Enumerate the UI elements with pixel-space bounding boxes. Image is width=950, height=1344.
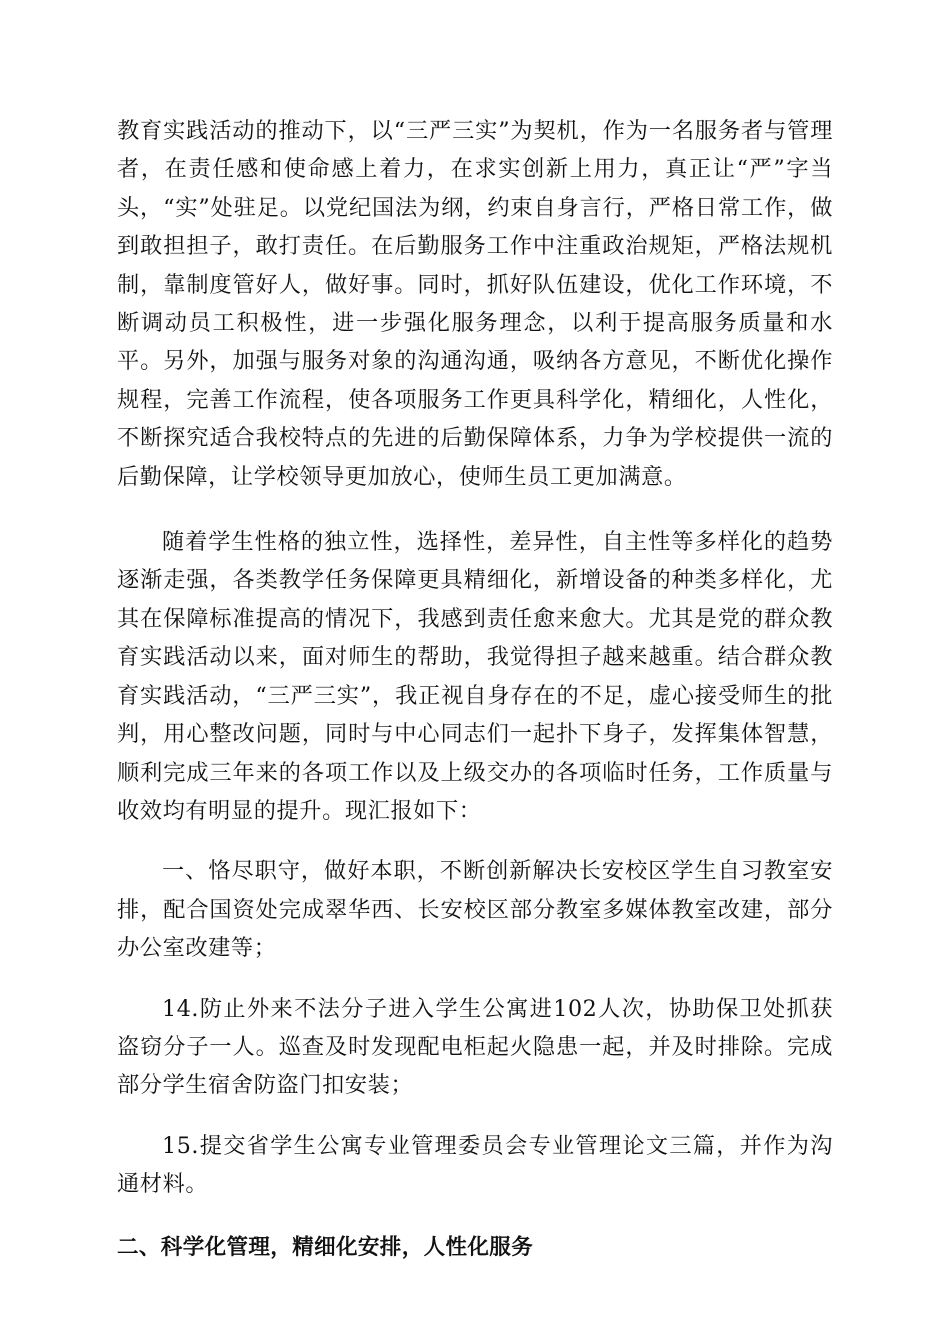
section-heading: 二、科学化管理，精细化安排，人性化服务 bbox=[117, 1234, 534, 1260]
paragraph-item-one: 一、恪尽职守，做好本职，不断创新解决长安校区学生自习教室安排，配合国资处完成翠华西、长安校区部分教室多媒体教室改建，部分办公室改建等； bbox=[117, 858, 833, 962]
paragraph-responsibility: 教育实践活动的推动下，以“三严三实”为契机，作为一名服务者与管理者，在责任感和使命感上着力，在求实创新上用力，真正让“严”字当头，“实”处驻足。以党纪国法为纲，约束自身言行，严格日常工作，做到敢担担子，敢打责任。在后勤服务工作中注重政治规矩，严格法规机制，靠制度管好人，做好事。同时，抓好队伍建设，优化工作环境，不断调动员工积极性，进一步强化服务理念，以利于提高服务质量和水平。另外，加强与服务对象的沟通沟通，吸纳各方意见，不断优化操作规程，完善工作流程，使各项服务工作更具科学化，精细化，人性化，不断探究适合我校特点的先进的后勤保障体系，力争为学校提供一流的后勤保障，让学校领导更加放心，使师生员工更加满意。 bbox=[117, 118, 833, 490]
paragraph-situation: 随着学生性格的独立性，选择性，差异性，自主性等多样化的趋势逐渐走强，各类教学任务保障更具精细化，新增设备的种类多样化，尤其在保障标准提高的情况下，我感到责任愈来愈大。尤其是党的群众教育实践活动以来，面对师生的帮助，我觉得担子越来越重。结合群众教育实践活动，“三严三实”，我正视自身存在的不足，虚心接受师生的批判，用心整改问题，同时与中心同志们一起扑下身子，发挥集体智慧，顺利完成三年来的各项工作以及上级交办的各项临时任务，工作质量与收效均有明显的提升。现汇报如下： bbox=[117, 529, 833, 824]
paragraph-item-14: 14.防止外来不法分子进入学生公寓进102人次，协助保卫处抓获盗窃分子一人。巡查及时发现配电柜起火隐患一起，并及时排除。完成部分学生宿舍防盗门扣安装； bbox=[117, 995, 833, 1099]
document-body bbox=[117, 112, 833, 1267]
paragraph-item-15: 15.提交省学生公寓专业管理委员会专业管理论文三篇，并作为沟通材料。 bbox=[117, 1132, 833, 1198]
